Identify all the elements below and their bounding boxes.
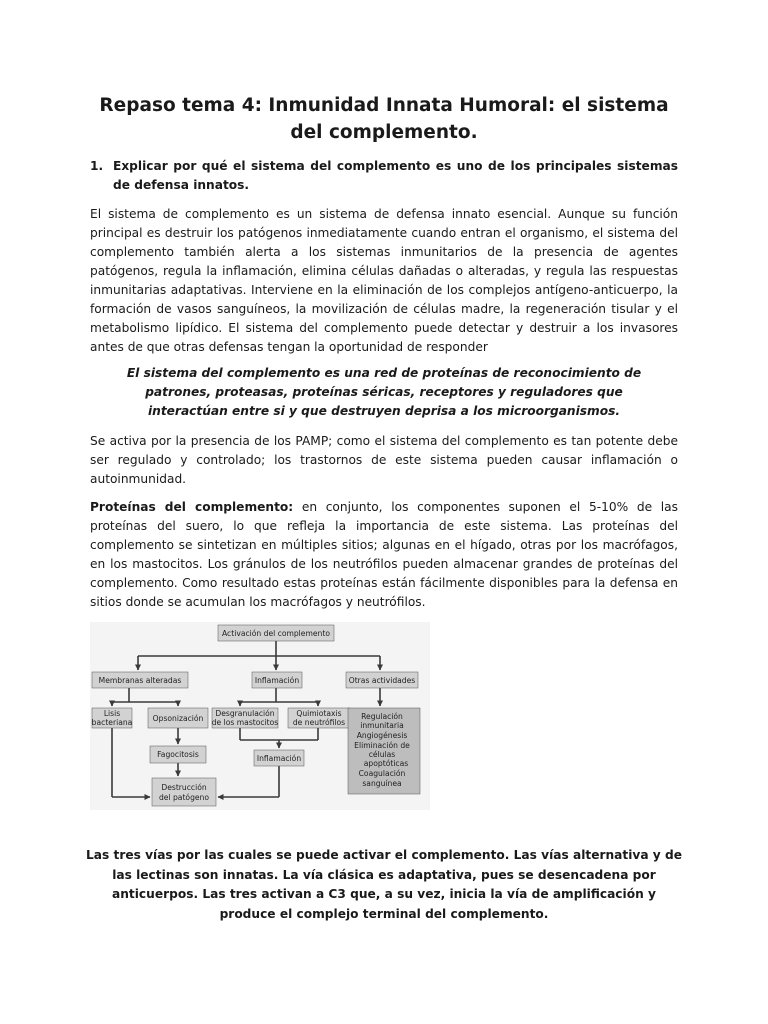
diagram-node-otras [346, 672, 418, 688]
fagocitosis-label: Fagocitosis [157, 750, 199, 759]
membranas-label: Membranas alteradas [98, 676, 182, 685]
quimiotaxis-line-2: de neutrófilos [292, 718, 346, 727]
otras-label: Otras actividades [348, 676, 416, 685]
diagram-node-opsonizacion [148, 708, 208, 728]
regulacion-line-2: inmunitaria [360, 721, 404, 730]
regulacion-line-3: Angiogénesis [356, 731, 408, 740]
regulacion-line-6: apoptóticas [363, 759, 409, 768]
highlight-definition: El sistema del complemento es una red de proteínas de reconocimiento de patrones, proteasas, proteínas séricas, receptores y reguladores que interactúan entre si y que destruyen deprisa a los microorganismos. [126, 366, 642, 418]
regulacion-line-5: células [368, 750, 396, 759]
inflamacion-2-label: Inflamación [256, 754, 302, 763]
intro-paragraph: El sistema de complemento es un sistema de defensa innato esencial. Aunque su función principal es destruir los patógenos inmediatamente cuando entran el organismo, el sistema del complemento también alerta a los sistemas inmunitarios de la presencia de agentes patógenos, regula la inflamación, elimina células dañadas o alteradas, y regula las respuestas inmunitarias adaptativas. Interviene en la eliminación de los complejos antígeno-anticuerpo, la formación de vasos sanguíneos, la movilización de células madre, la regeneración tisular y el metabolismo lipídico. El sistema del complemento puede detectar y destruir a los invasores antes de que otras defensas tengan la oportunidad de responder [90, 207, 678, 354]
proteins-text: en conjunto, los componentes suponen el 5-10% de las proteínas del suero, lo que refleja la importancia de este sistema. Las proteínas del complemento se sintetizan en múltiples sitios; algunas en el hígado, otras por los macrófagos, en los mastocitos. Los gránulos de los neutrófilos pueden almacenar grandes de proteínas del complemento. Como resultado estas proteínas están fácilmente disponibles para la defensa en sitios donde se acumulan los macrófagos y neutrófilos. [90, 500, 678, 609]
quimiotaxis-line-1: Quimiotaxis [296, 709, 342, 718]
diagram-node-inflamacion-2 [254, 750, 304, 766]
desgranulacion-line-1: Desgranulación [215, 709, 275, 718]
root-label: Activación del complemento [222, 629, 330, 638]
diagram-node-root [218, 625, 334, 641]
diagram-node-inflamacion [252, 672, 302, 688]
diagram-node-destruccion [152, 778, 216, 806]
destruccion-line-2: del patógeno [158, 793, 210, 802]
destruccion-line-1: Destrucción [161, 783, 207, 792]
regulacion-line-1: Regulación [361, 712, 403, 721]
question-1 [90, 157, 678, 195]
diagram-node-lisis [92, 708, 133, 728]
closing-summary: Las tres vías por las cuales se puede activar el complemento. Las vías alternativa y de las lectinas son innatas. La vía clásica es adaptativa, pues se desencadena por anticuerpos. Las tres activan a C3 que, a su vez, inicia la vía de amplificación y produce el complejo terminal del complemento. [86, 848, 682, 921]
lisis-line-1: Lisis [103, 709, 121, 718]
desgranulacion-line-2: de los mastocitos [211, 718, 279, 727]
lisis-line-2: bacteriana [91, 718, 133, 727]
diagram-node-membranas [92, 672, 188, 688]
diagram-node-regulacion [348, 708, 420, 794]
question-number: 1. [90, 159, 104, 173]
opsonizacion-label: Opsonización [152, 714, 204, 723]
page-title: Repaso tema 4: Inmunidad Innata Humoral: el sistema del complemento. [99, 95, 669, 143]
regulacion-line-8: sanguínea [362, 779, 402, 788]
activation-paragraph: Se activa por la presencia de los PAMP; como el sistema del complemento es tan potente debe ser regulado y controlado; los trastornos de este sistema pueden causar inflamación o autoinmunidad. [90, 434, 678, 486]
proteins-paragraph [90, 498, 678, 612]
complement-activation-diagram [90, 622, 430, 810]
diagram-node-desgranulacion [212, 708, 279, 728]
question-text: Explicar por qué el sistema del complemento es uno de los principales sistemas de defensa innatos. [113, 159, 678, 192]
proteins-lead: Proteínas del complemento: [90, 500, 294, 514]
diagram-node-fagocitosis [150, 746, 206, 763]
regulacion-line-7: Coagulación [358, 769, 406, 778]
regulacion-line-4: Eliminación de [354, 741, 410, 750]
diagram-node-quimiotaxis [288, 708, 350, 728]
inflamacion-label: Inflamación [254, 676, 300, 685]
